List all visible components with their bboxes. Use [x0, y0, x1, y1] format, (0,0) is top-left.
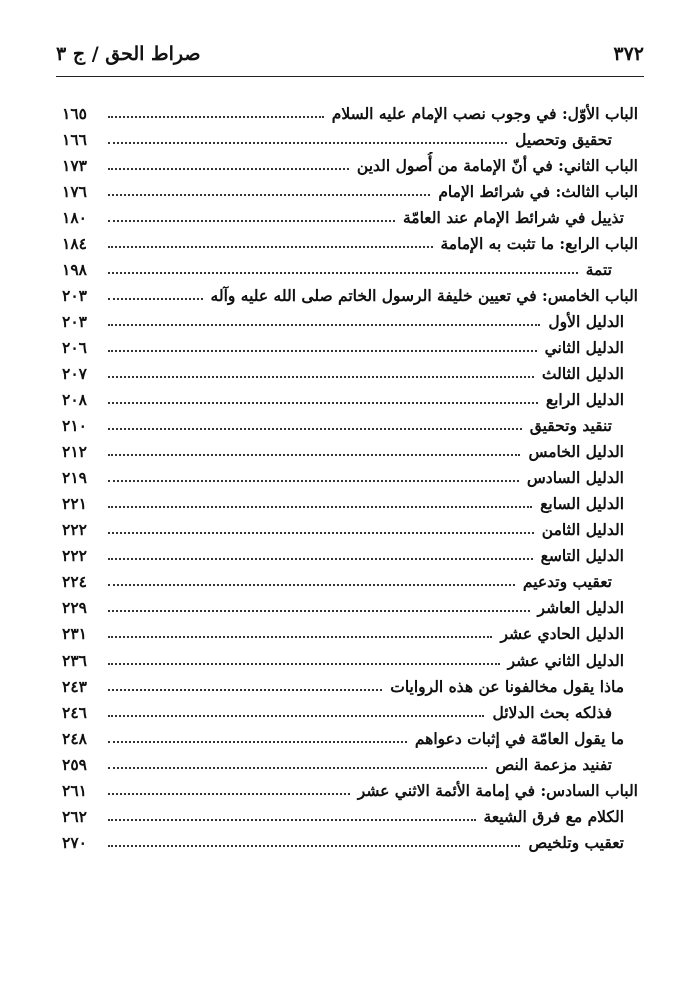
toc-entry-title: الدليل الثالث: [541, 363, 624, 383]
toc-entry-title: الدليل الثامن: [541, 520, 624, 540]
toc-entry-page: ٢٢٩: [62, 598, 87, 618]
toc-entry[interactable]: [62, 543, 638, 569]
page-header: [56, 40, 644, 68]
toc-entry-title: فذلكه بحث الدلائل: [492, 702, 612, 722]
toc-leader-dots: [108, 688, 382, 691]
toc-leader-dots: [108, 766, 487, 769]
header-rule: [56, 76, 644, 77]
toc-entry[interactable]: [62, 100, 638, 126]
toc-entry-page: ٢٠٣: [62, 311, 87, 331]
toc-leader-dots: [108, 609, 530, 612]
toc-entry-title: ماذا يقول مخالفونا عن هذه الروايات: [390, 676, 624, 696]
toc-entry-page: ١٩٨: [62, 259, 87, 279]
toc-entry-title: الدليل التاسع: [540, 546, 624, 566]
toc-entry[interactable]: [62, 647, 638, 673]
toc-entry-title: الدليل الثاني عشر: [507, 650, 624, 670]
toc-leader-dots: [108, 583, 515, 586]
toc-leader-dots: [108, 662, 500, 665]
toc-entry[interactable]: [62, 282, 638, 308]
toc-entry-title: تعقيب وتدعيم: [522, 572, 612, 592]
toc-entry-page: ٢٤٣: [62, 676, 87, 696]
toc-entry-page: ٢٢١: [62, 494, 87, 514]
toc-entry-page: ١٨٤: [62, 233, 87, 253]
toc-leader-dots: [108, 141, 507, 144]
toc-entry-title: الدليل الأول: [548, 311, 624, 331]
toc-entry-title: الباب الثاني: في أنّ الإمامة من أُصول الدين: [356, 155, 638, 175]
toc-entry[interactable]: [62, 673, 638, 699]
toc-entry-title: الدليل السادس: [526, 468, 624, 488]
toc-leader-dots: [108, 505, 532, 508]
toc-leader-dots: [108, 297, 203, 300]
toc-entry-page: ٢٢٤: [62, 572, 87, 592]
toc-entry-title: تحقيق وتحصيل: [515, 129, 612, 149]
toc-leader-dots: [108, 531, 534, 534]
toc-entry[interactable]: [62, 699, 638, 725]
toc-leader-dots: [108, 349, 537, 352]
toc-leader-dots: [108, 453, 520, 456]
table-of-contents: [62, 100, 638, 855]
toc-leader-dots: [108, 401, 538, 404]
toc-leader-dots: [108, 427, 522, 430]
toc-leader-dots: [108, 740, 407, 743]
toc-entry-page: ٢٥٩: [62, 754, 87, 774]
toc-entry[interactable]: [62, 308, 638, 334]
toc-leader-dots: [108, 479, 519, 482]
toc-entry-title: الباب السادس: في إمامة الأئمة الاثني عشر: [357, 780, 638, 800]
toc-entry-title: الدليل الثاني: [544, 337, 624, 357]
toc-entry[interactable]: [62, 387, 638, 413]
toc-entry-title: تفنيد مزعمة النص: [495, 754, 612, 774]
toc-entry[interactable]: [62, 777, 638, 803]
toc-entry[interactable]: [62, 152, 638, 178]
toc-leader-dots: [108, 714, 484, 717]
toc-entry-page: ٢٣١: [62, 624, 87, 644]
toc-entry-page: ٢٠٦: [62, 337, 87, 357]
toc-entry-title: الدليل الحادي عشر: [500, 624, 624, 644]
toc-entry-title: الدليل السابع: [540, 494, 624, 514]
toc-leader-dots: [108, 818, 476, 821]
toc-entry[interactable]: [62, 517, 638, 543]
toc-entry[interactable]: [62, 725, 638, 751]
toc-entry-title: الدليل الرابع: [545, 390, 624, 410]
toc-entry[interactable]: [62, 595, 638, 621]
toc-leader-dots: [108, 557, 533, 560]
page-number: ٣٧٢: [613, 43, 644, 65]
toc-entry[interactable]: [62, 126, 638, 152]
toc-entry[interactable]: [62, 334, 638, 360]
toc-leader-dots: [108, 323, 540, 326]
toc-entry-page: ١٨٠: [62, 207, 87, 227]
toc-entry-page: ٢٢٢: [62, 546, 87, 566]
toc-leader-dots: [108, 219, 395, 222]
toc-entry-page: ١٦٦: [62, 129, 87, 149]
toc-entry-title: تتمة: [585, 259, 612, 279]
toc-entry[interactable]: [62, 204, 638, 230]
toc-entry-page: ٢٠٣: [62, 285, 87, 305]
toc-entry-title: الباب الرابع: ما تثبت به الإمامة: [440, 233, 638, 253]
toc-entry-page: ٢٧٠: [62, 832, 87, 852]
toc-entry-page: ٢١٩: [62, 468, 87, 488]
toc-entry[interactable]: [62, 829, 638, 855]
toc-entry-title: الباب الأوّل: في وجوب نصب الإمام عليه السلام: [331, 103, 638, 123]
toc-entry-page: ١٦٥: [62, 103, 87, 123]
toc-leader-dots: [108, 375, 534, 378]
toc-entry-page: ٢١٢: [62, 442, 87, 462]
toc-entry-page: ٢٠٨: [62, 390, 87, 410]
toc-entry[interactable]: [62, 491, 638, 517]
toc-leader-dots: [108, 115, 324, 118]
toc-leader-dots: [108, 167, 349, 170]
toc-entry[interactable]: [62, 569, 638, 595]
toc-entry-title: الكلام مع فرق الشيعة: [483, 806, 624, 826]
toc-leader-dots: [108, 245, 433, 248]
toc-entry[interactable]: [62, 360, 638, 386]
toc-entry-page: ٢٠٧: [62, 363, 87, 383]
toc-leader-dots: [108, 271, 578, 274]
toc-entry[interactable]: [62, 803, 638, 829]
toc-entry[interactable]: [62, 751, 638, 777]
toc-entry[interactable]: [62, 178, 638, 204]
book-title: صراط الحق / ج ٣: [56, 43, 201, 65]
toc-entry-page: ٢١٠: [62, 416, 87, 436]
toc-entry[interactable]: [62, 413, 638, 439]
toc-entry-page: ٢٤٨: [62, 728, 87, 748]
toc-entry-title: ما يقول العامّة في إثبات دعواهم: [414, 728, 624, 748]
toc-entry[interactable]: [62, 465, 638, 491]
toc-entry-title: تعقيب وتلخيص: [528, 832, 624, 852]
toc-entry-title: الدليل الخامس: [528, 442, 624, 462]
toc-entry-title: الدليل العاشر: [537, 598, 624, 618]
toc-entry[interactable]: [62, 256, 638, 282]
toc-entry-page: ٢٦١: [62, 780, 87, 800]
toc-entry-title: الباب الثالث: في شرائط الإمام: [438, 181, 638, 201]
toc-entry-page: ٢٤٦: [62, 702, 87, 722]
toc-leader-dots: [108, 792, 350, 795]
toc-entry-page: ١٧٦: [62, 181, 87, 201]
toc-leader-dots: [108, 844, 520, 847]
toc-leader-dots: [108, 635, 492, 638]
toc-entry-page: ٢٢٢: [62, 520, 87, 540]
toc-leader-dots: [108, 193, 430, 196]
toc-entry-page: ١٧٣: [62, 155, 87, 175]
toc-entry-title: تذييل في شرائط الإمام عند العامّة: [402, 207, 624, 227]
toc-entry-page: ٢٣٦: [62, 650, 87, 670]
toc-entry-title: تنقيد وتحقيق: [529, 416, 612, 436]
toc-entry-page: ٢٦٢: [62, 806, 87, 826]
toc-entry[interactable]: [62, 230, 638, 256]
toc-entry[interactable]: [62, 621, 638, 647]
toc-entry[interactable]: [62, 439, 638, 465]
toc-entry-title: الباب الخامس: في تعيين خليفة الرسول الخاتم صلى الله عليه وآله: [210, 285, 638, 305]
